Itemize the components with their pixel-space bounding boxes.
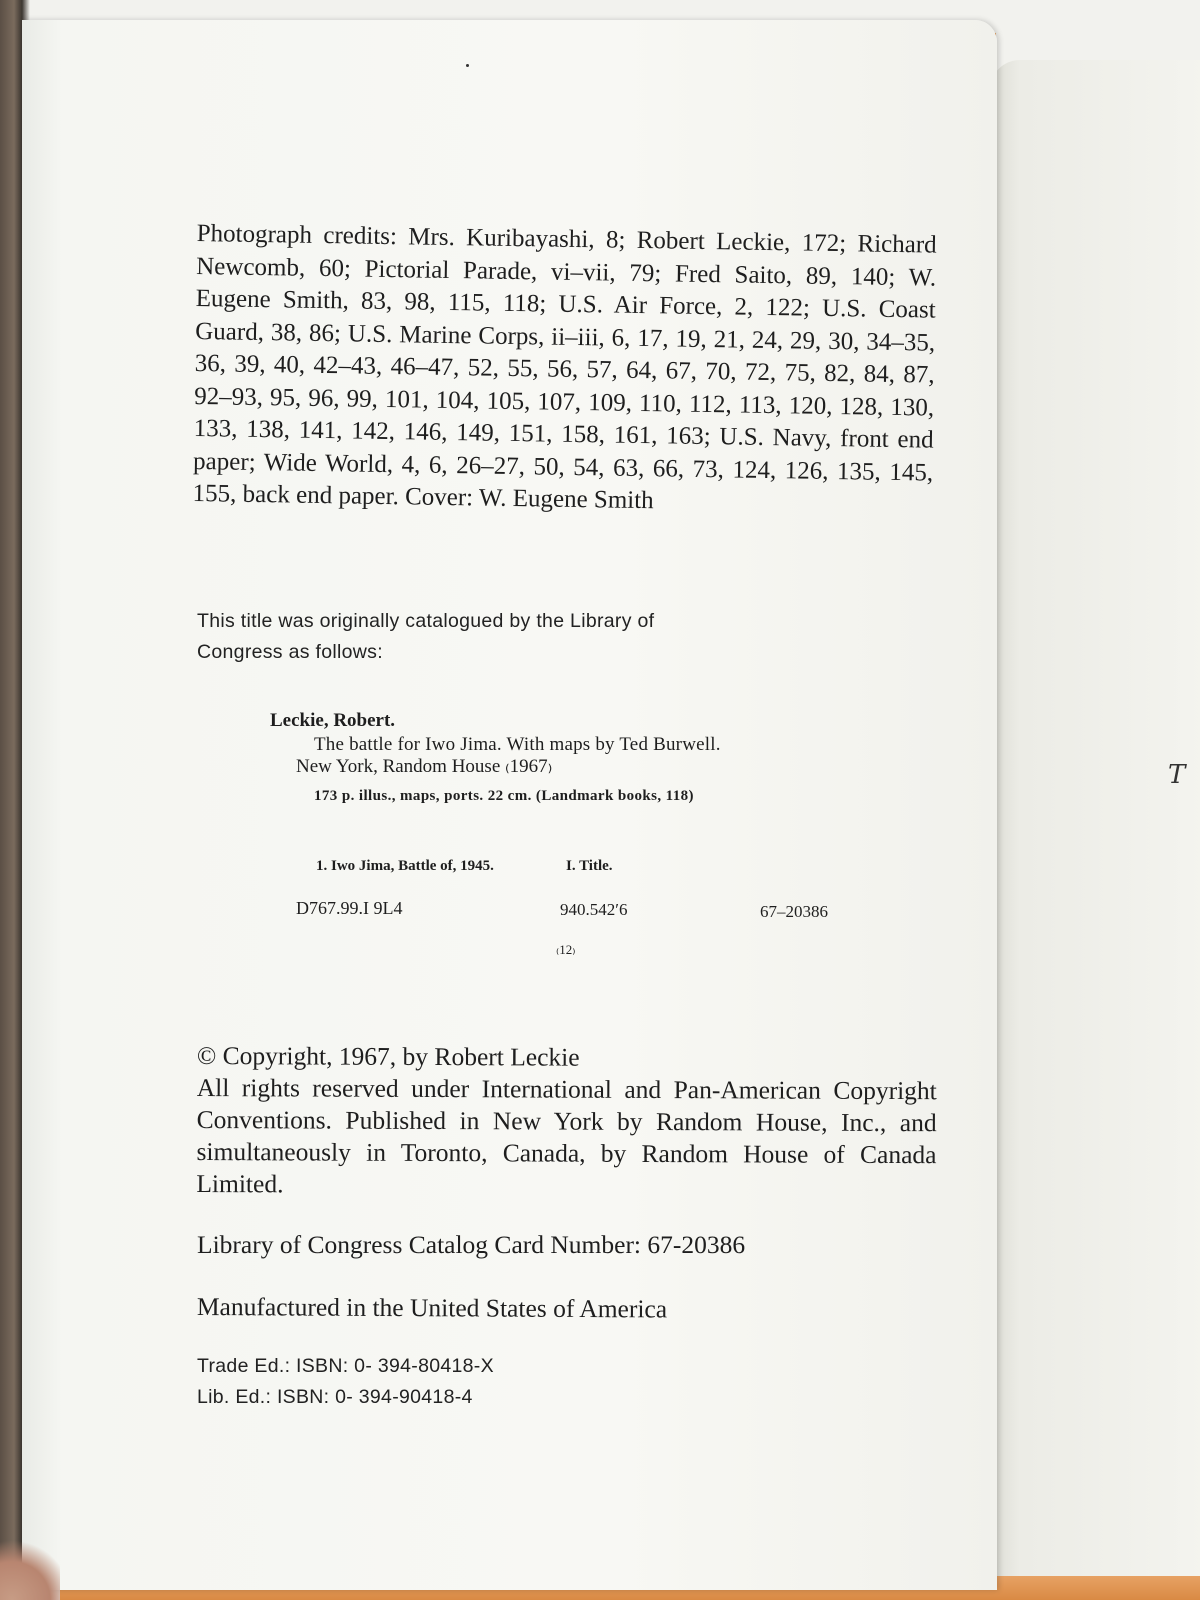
catalog-intro-line1: This title was originally catalogued by the Library of xyxy=(197,610,655,632)
manufactured-statement: Manufactured in the United States of America xyxy=(196,1292,668,1324)
card-subject-title: I. Title. xyxy=(566,858,613,874)
card-collation: 173 p. illus., maps, ports. 22 cm. (Landmark books, 118) xyxy=(314,788,694,804)
card-lc-class: D767.99.I 9L4 xyxy=(296,898,403,918)
catalog-intro-line2: Congress as follows: xyxy=(197,641,383,663)
copyright-line: © Copyright, 1967, by Robert Leckie xyxy=(196,1041,580,1072)
paper-speck xyxy=(466,64,469,67)
rights-statement: All rights reserved under International and Pan-American Copyright Conventions. Published in New York by Random House, Inc., and simultaneously in Toronto, Canada, by Random House of Canada Limited. xyxy=(196,1072,937,1199)
lc-catalog-number: Library of Congress Catalog Card Number: 67-20386 xyxy=(197,1230,746,1259)
card-title-line2: New York, Random House ₍1967₎ xyxy=(296,756,553,777)
card-number: 67–20386 xyxy=(760,902,828,921)
facing-page xyxy=(990,60,1200,1590)
card-author: Leckie, Robert. xyxy=(270,710,396,731)
isbn-lib: Lib. Ed.: ISBN: 0- 394-90418-4 xyxy=(197,1386,473,1408)
copyright-notice xyxy=(196,1040,937,1203)
card-dewey: 940.542′6 xyxy=(560,900,628,919)
card-code: ₍12₎ xyxy=(556,942,576,957)
copyright-page xyxy=(22,20,997,1590)
isbn-trade: Trade Ed.: ISBN: 0- 394-80418-X xyxy=(197,1355,494,1377)
facing-page-glyph: T xyxy=(1168,760,1186,790)
card-title-line1: The battle for Iwo Jima. With maps by Ted Burwell. xyxy=(314,734,721,755)
thumb xyxy=(0,1530,60,1600)
library-catalog-card xyxy=(270,710,870,980)
photograph-credits: Photograph credits: Mrs. Kuribayashi, 8; Robert Leckie, 172; Richard Newcomb, 60; Pictorial Parade, vi–vii, 79; Fred Saito, 89, 140; W. Eugene Smith, 83, 98, 115, 118; U.S. Air Force, 2, 122; U.S. Coast Guard, 38, 86; U.S. Marine Corps, ii–iii, 6, 17, 19, 21, 24, 29, 30, 34–35, 36, 39, 40, 42–43, 46–47, 52, 55, 56, 57, 64, 67, 70, 72, 75, 82, 84, 87, 92–93, 95, 96, 99, 101, 104, 105, 107, 109, 110, 112, 113, 120, 128, 130, 133, 138, 141, 142, 146, 149, 151, 158, 161, 163; U.S. Navy, front end paper; Wide World, 4, 6, 26–27, 50, 54, 63, 66, 73, 124, 126, 135, 145, 155, back end paper. Cover: W. Eugene Smith xyxy=(192,219,937,515)
card-subject: 1. Iwo Jima, Battle of, 1945. xyxy=(316,858,494,874)
catalog-intro xyxy=(197,606,757,668)
